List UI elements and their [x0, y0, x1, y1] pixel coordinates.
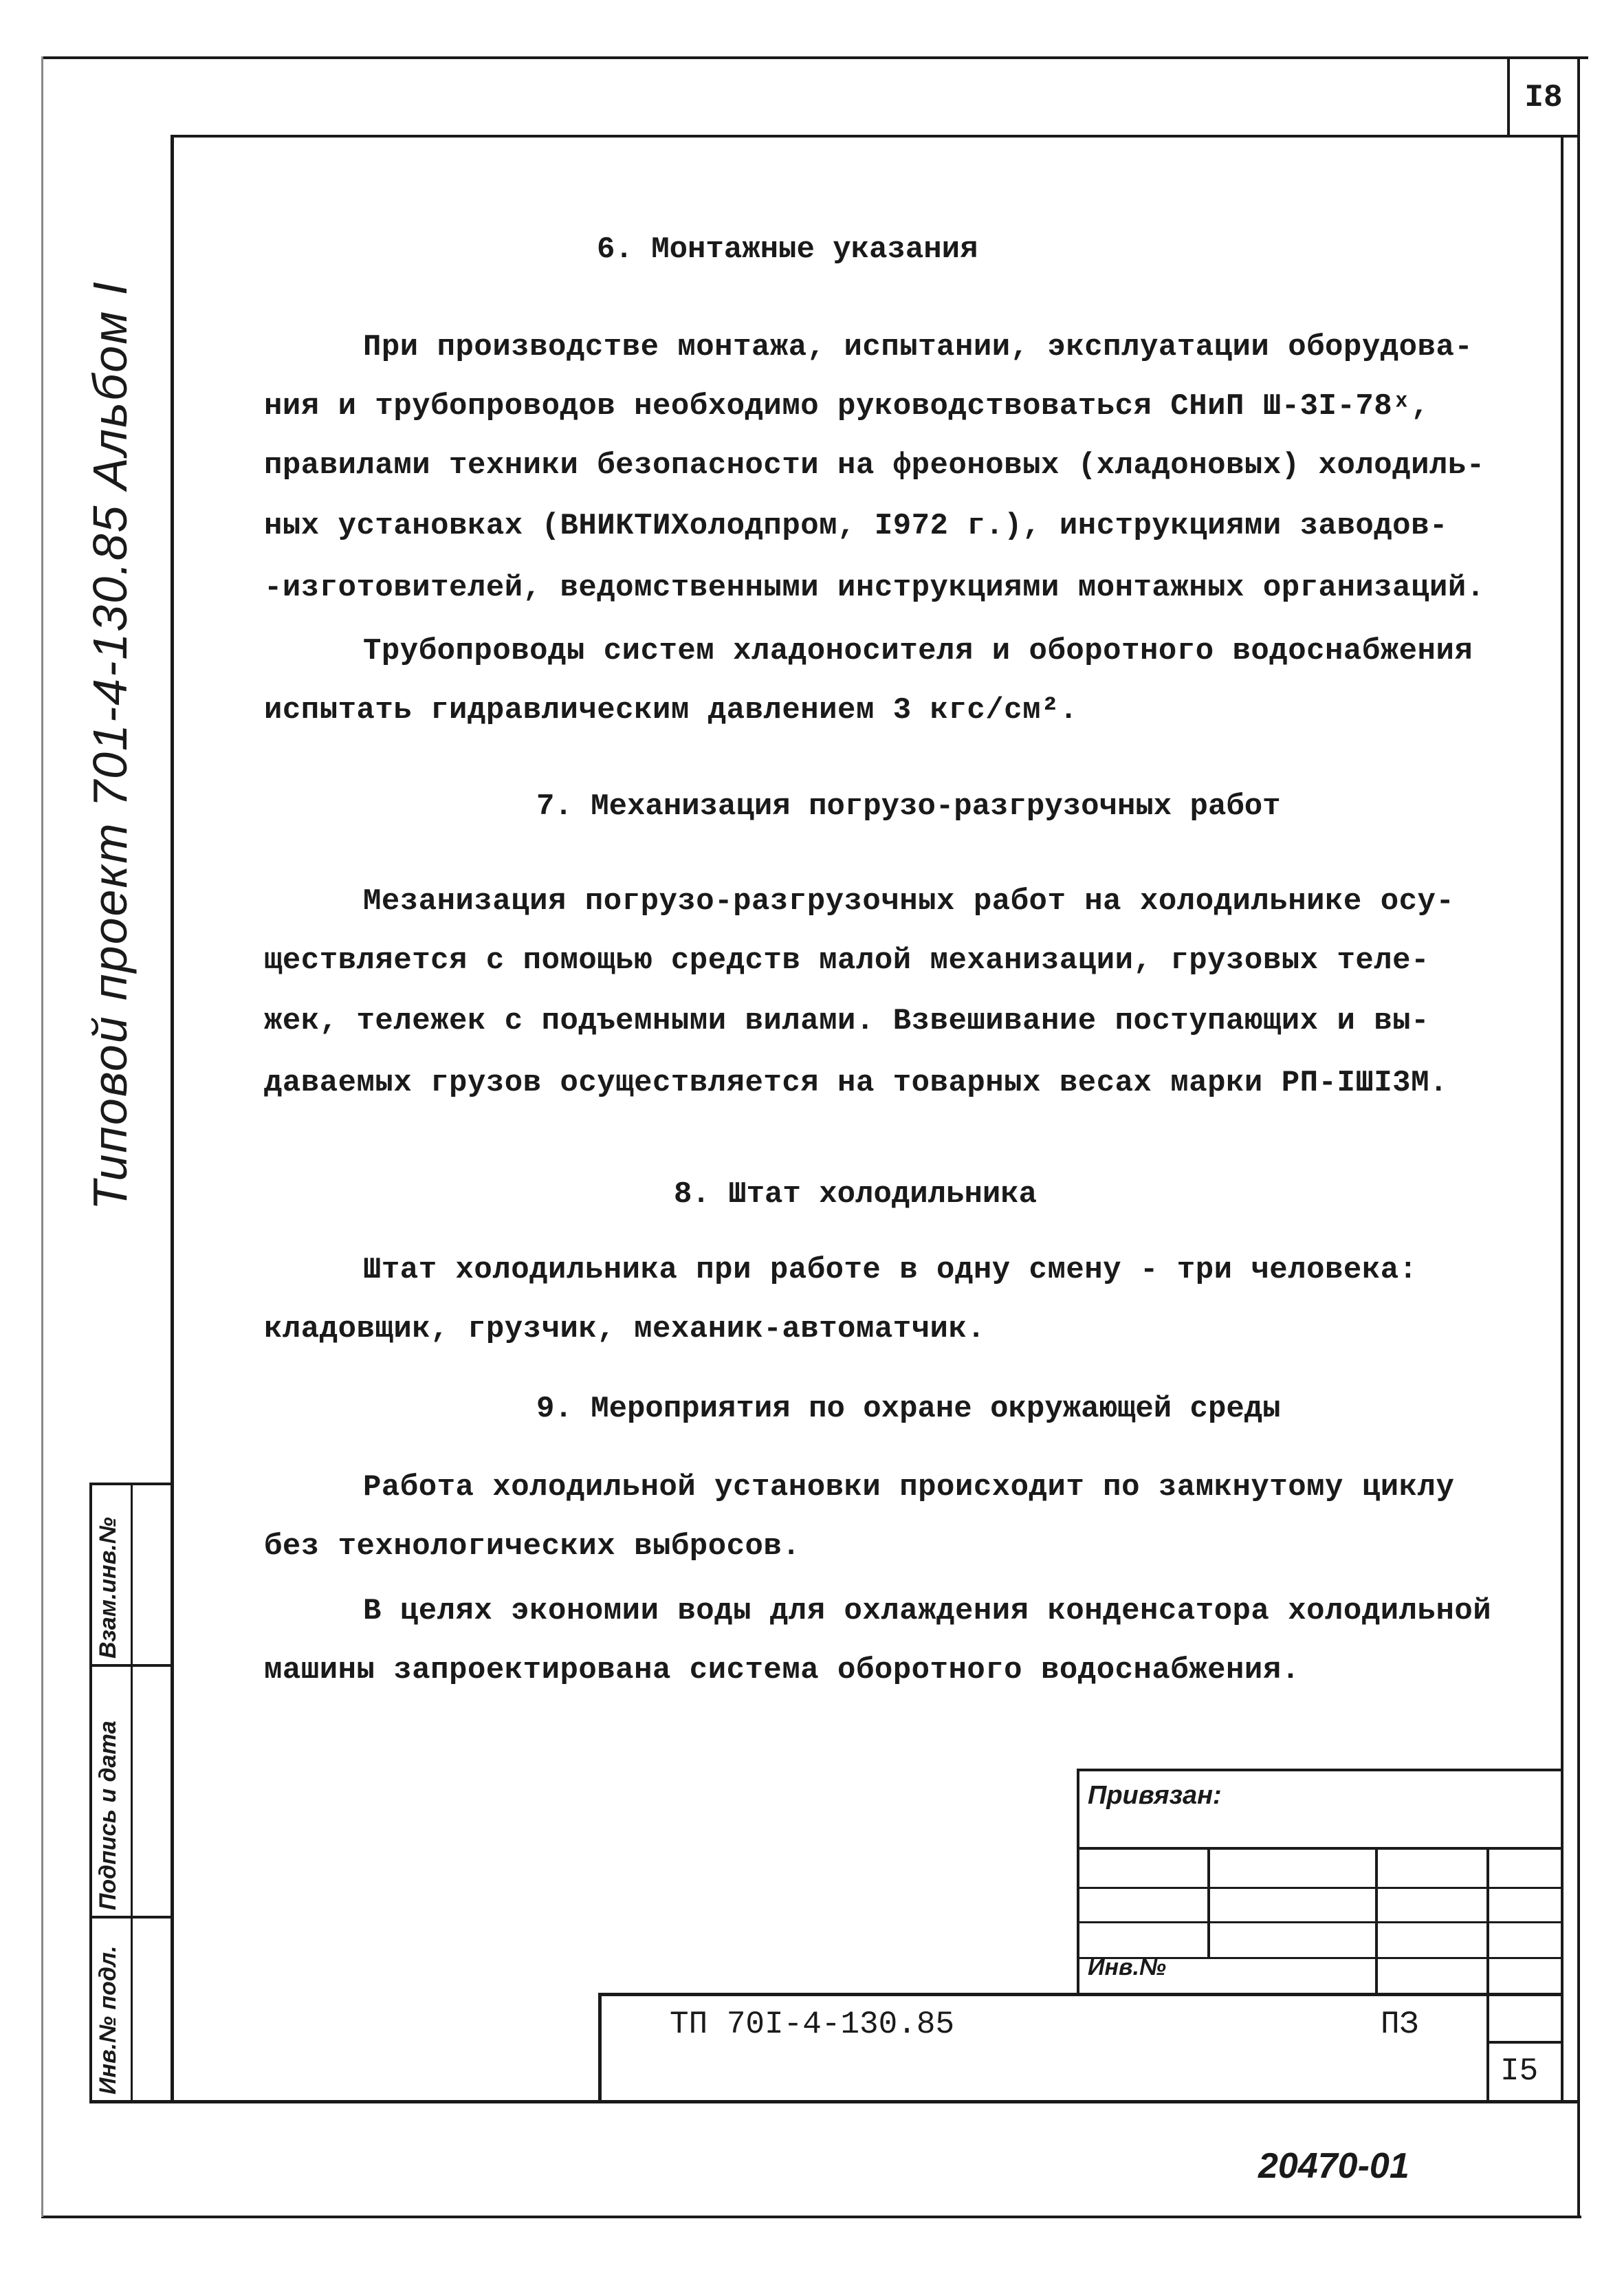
- section-6-line-5: -изготовителей, ведомственными инструкциями монтажных организаций.: [264, 571, 1485, 605]
- tb-upper-row-2: [1077, 1887, 1563, 1889]
- section-7-line-3: жек, тележек с подъемными вилами. Взвешивание поступающих и вы-: [264, 1004, 1429, 1038]
- outer-left-line: [41, 56, 43, 2217]
- frame-right-line: [1561, 135, 1563, 2103]
- stamp-row-divider-1: [89, 1664, 173, 1667]
- section-6-line-4: ных установках (ВНИКТИХолодпром, I972 г.), инструкциями заводов-: [264, 509, 1448, 543]
- section-6-line-1: При производстве монтажа, испытании, эксплуатации оборудова-: [363, 330, 1473, 364]
- section-8-line-1: Штат холодильника при работе в одну смену - три человека:: [363, 1253, 1418, 1287]
- section-6-line-6: Трубопроводы систем хладоносителя и оборотного водоснабжения: [363, 634, 1473, 668]
- section-7-heading: 7. Механизация погрузо-разгрузочных работ: [536, 789, 1281, 824]
- tb-attached-label: Привязан:: [1088, 1781, 1222, 1810]
- section-9-heading: 9. Мероприятия по охране окружающей среды: [536, 1392, 1281, 1426]
- section-9-line-2: без технологических выбросов.: [264, 1529, 801, 1564]
- tb-inv-label: Инв.№: [1088, 1954, 1166, 1980]
- stamp-inv-orig-label: Инв.№ подл.: [95, 1945, 121, 2095]
- page-number: I8: [1524, 80, 1563, 116]
- section-7-line-2: ществляется с помощью средств малой механизации, грузовых теле-: [264, 943, 1429, 978]
- tb-upper-row-1: [1077, 1847, 1563, 1850]
- stamp-col-divider: [131, 1483, 133, 2103]
- tb-upper-col-1: [1207, 1847, 1210, 1957]
- tb-sheet-number: I5: [1500, 2053, 1539, 2089]
- section-8-line-2: кладовщик, грузчик, механик-автоматчик.: [264, 1312, 986, 1346]
- tb-upper-row-3: [1077, 1921, 1563, 1923]
- outer-bottom-line: [41, 2216, 1581, 2218]
- tb-sheet-row: [1486, 2041, 1563, 2044]
- section-7-line-1: Мезанизация погрузо-разгрузочных работ на холодильнике осу-: [363, 884, 1455, 919]
- tb-sheet-col: [1486, 1993, 1489, 2103]
- tb-upper-top: [1077, 1769, 1563, 1771]
- section-9-line-1: Работа холодильной установки происходит по замкнутому циклу: [363, 1470, 1455, 1505]
- tb-main-left: [598, 1993, 602, 2103]
- section-9-line-4: машины запроектирована система оборотного водоснабжения.: [264, 1653, 1300, 1687]
- tb-upper-col-3: [1486, 1847, 1489, 1996]
- stamp-left-line: [89, 1483, 92, 2103]
- stamp-sign-date-label: Подпись и дата: [95, 1720, 121, 1910]
- tb-upper-left: [1077, 1769, 1079, 1996]
- handwritten-archive-code: 20470-01: [1258, 2146, 1409, 2186]
- tb-main-top: [598, 1993, 1563, 1996]
- frame-bottom-line: [89, 2100, 1579, 2103]
- side-title: Типовой проект 701-4-130.85 Альбом I: [83, 280, 137, 1210]
- section-6-line-7: испытать гидравлическим давлением 3 кгс/см².: [264, 693, 1078, 728]
- outer-top-line: [41, 56, 1588, 59]
- tb-upper-col-2: [1375, 1847, 1378, 1996]
- outer-right-line: [1577, 56, 1580, 2217]
- section-6-line-2: ния и трубопроводов необходимо руководствоваться СНиП Ш-3I-78ˣ,: [264, 389, 1429, 424]
- section-9-line-3: В целях экономии воды для охлаждения конденсатора холодильной: [363, 1594, 1492, 1628]
- stamp-row-divider-2: [89, 1916, 173, 1918]
- section-6-heading: 6. Монтажные указания: [597, 232, 978, 267]
- section-6-line-3: правилами техники безопасности на фреоновых (хладоновых) холодиль-: [264, 448, 1485, 483]
- frame-top-line: [171, 135, 1579, 138]
- tb-doc-code: ТП 70I-4-130.85: [670, 2007, 955, 2042]
- section-8-heading: 8. Штат холодильника: [674, 1177, 1038, 1212]
- stamp-replace-inv-label: Взам.инв.№: [95, 1517, 121, 1659]
- tb-section-code: ПЗ: [1381, 2007, 1419, 2042]
- frame-left-line: [171, 135, 174, 2103]
- section-7-line-4: даваемых грузов осуществляется на товарных весах марки РП-IШI3М.: [264, 1066, 1448, 1100]
